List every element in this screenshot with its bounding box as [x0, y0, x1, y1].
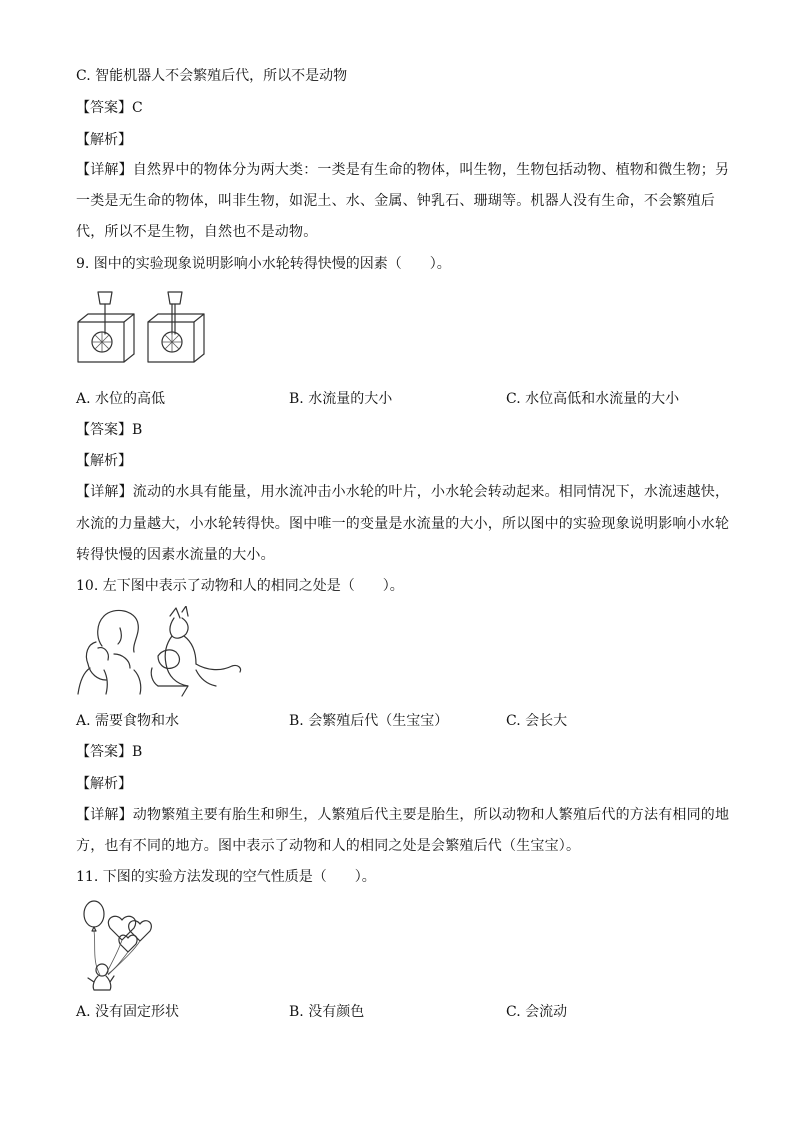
q9-answer: 【答案】B: [76, 422, 143, 438]
q10-option-a: A. 需要食物和水: [76, 713, 180, 729]
water-wheel-figure: [72, 288, 218, 370]
water-wheel-right: [148, 292, 204, 362]
water-wheel-left: [78, 292, 134, 362]
q8-option-c: C. 智能机器人不会繁殖后代，所以不是动物: [76, 68, 348, 84]
q9-detail-line: 转得快慢的因素水流量的大小。: [76, 547, 275, 563]
q8-analysis-label: 【解析】: [76, 132, 132, 148]
q10-question: 10. 左下图中表示了动物和人的相同之处是（ ）。: [76, 578, 404, 594]
q9-detail-line: 【详解】流动的水具有能量，用水流冲击小水轮的叶片，小水轮会转动起来。相同情况下，水流速越快，: [76, 484, 730, 500]
q8-detail-line: 代，所以不是生物，自然也不是动物。: [76, 224, 318, 240]
q10-option-b: B. 会繁殖后代（生宝宝）: [289, 713, 449, 729]
q10-answer: 【答案】B: [76, 744, 143, 760]
balloon-hearts: [106, 916, 151, 975]
q10-detail-line: 【详解】动物繁殖主要有胎生和卵生，人繁殖后代主要是胎生，所以动物和人繁殖后代的方法有相同的地: [76, 807, 730, 823]
q10-analysis-label: 【解析】: [76, 776, 132, 792]
mother-and-baby: [78, 610, 141, 694]
q8-answer: 【答案】C: [76, 100, 143, 116]
q9-question: 9. 图中的实验现象说明影响小水轮转得快慢的因素（ ）。: [76, 256, 451, 272]
q11-question: 11. 下图的实验方法发现的空气性质是（ ）。: [76, 869, 376, 885]
q11-option-c: C. 会流动: [506, 1004, 568, 1020]
q9-detail-line: 水流的力量越大，小水轮转得快。图中唯一的变量是水流量的大小，所以图中的实验现象说明影响小水轮: [76, 516, 730, 532]
q8-detail-line: 一类是无生命的物体，叫非生物，如泥土、水、金属、钟乳石、珊瑚等。机器人没有生命，不会繁殖后: [76, 193, 715, 209]
child-holding-balloons: [88, 964, 114, 990]
q9-option-c: C. 水位高低和水流量的大小: [506, 391, 680, 407]
q11-option-a: A. 没有固定形状: [76, 1004, 180, 1020]
mother-kangaroo-figure: [74, 606, 244, 700]
q9-option-b: B. 水流量的大小: [289, 391, 393, 407]
q9-option-a: A. 水位的高低: [76, 391, 166, 407]
q9-analysis-label: 【解析】: [76, 453, 132, 469]
kangaroo-with-joey: [151, 606, 240, 696]
q10-option-c: C. 会长大: [506, 713, 568, 729]
q8-detail-line: 【详解】自然界中的物体分为两大类：一类是有生命的物体，叫生物，生物包括动物、植物和微生物；另: [76, 162, 730, 178]
balloons-figure: [78, 898, 160, 994]
q11-option-b: B. 没有颜色: [289, 1004, 365, 1020]
q10-detail-line: 方，也有不同的地方。图中表示了动物和人的相同之处是会繁殖后代（生宝宝）。: [76, 838, 581, 854]
